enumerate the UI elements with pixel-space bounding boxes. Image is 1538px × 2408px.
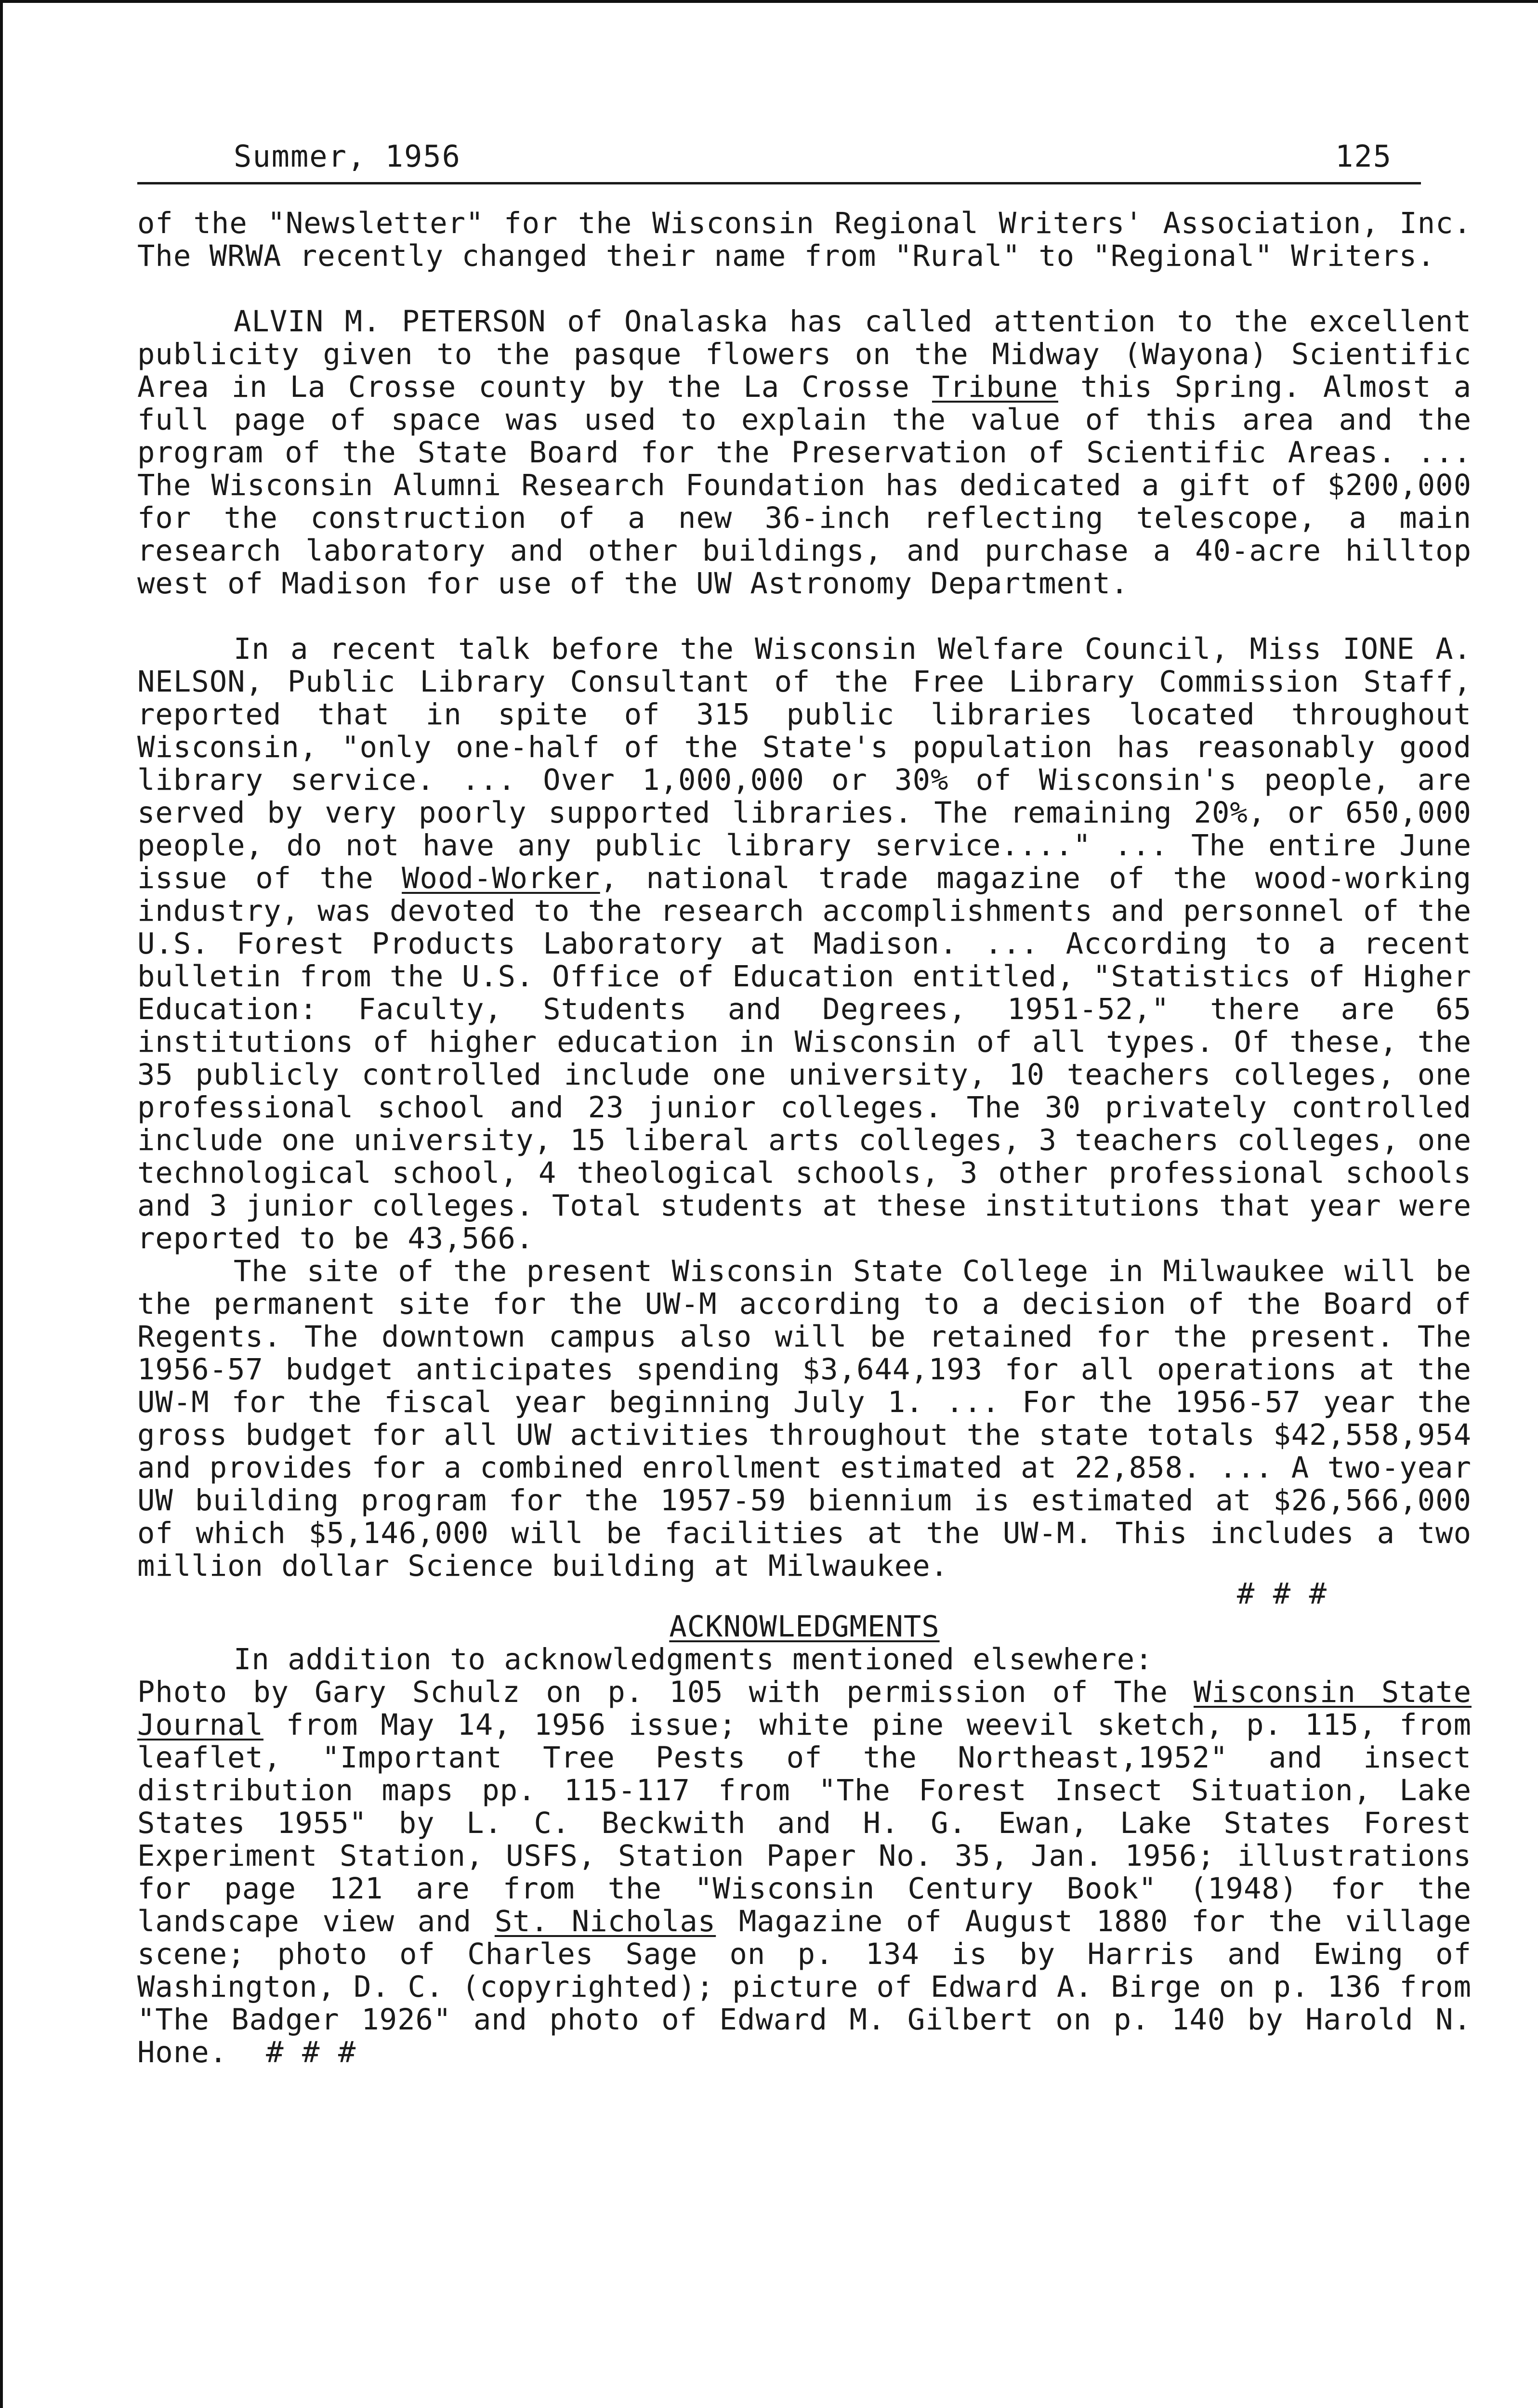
- acknowledgments-heading: [137, 1610, 1472, 1643]
- paragraph-milwaukee: The site of the present Wisconsin State College in Milwaukee will be the permanent site for the UW-M according to a decision of the Board of Regents. The downtown campus also will be retained for the present. The 1956-57 budget anticipates spending $3,644,193 for all operations at the UW-M for the fiscal year beginning July 1. ... For the 1956-57 year the gross budget for all UW activities throughout the state totals $42,558,954 and provides for a combined enrollment estimated at 22,858. ... A two-year UW building program for the 1957-59 biennium is estimated at $26,566,000 of which $5,146,000 will be facilities at the UW-M. This includes a two million dollar Science building at Milwaukee.: [137, 1255, 1472, 1583]
- acknowledgments-text-2: from May 14, 1956 issue; white pine weevil sketch, p. 115, from leaflet, "Important Tree Pests of the Northeast,1952" and insect distribution maps pp. 115-117 from "The Forest Insect Situation, Lake States 1955" by L. C. Beckwith and H. G. Ewan, Lake States Forest Experiment Station, USFS, Station Paper No. 35, Jan. 1956; illustrations for page 121 are from the "Wisconsin Century Book" (1948) for the landscape view and: [137, 1708, 1472, 1938]
- st-nicholas-title: St. Nicholas: [494, 1905, 716, 1938]
- paragraph-nelson-text-a: In a recent talk before the Wisconsin Welfare Council, Miss IONE A. NELSON, Public Library Consultant of the Free Library Commission Staff, reported that in spite of 315 public libraries located throughout Wisconsin, "only one-half of the State's population has reasonably good library service. ... Over 1,000,000 or 30% of Wisconsin's people, are served by very poorly supported libraries. The remaining 20%, or 650,000 people, do not have any public library service...." ... The entire June issue of the: [137, 632, 1472, 895]
- page-number: 125: [1335, 139, 1392, 174]
- acknowledgments-text-1: Photo by Gary Schulz on p. 105 with permission of The: [137, 1675, 1194, 1709]
- page-edge-top: [0, 0, 1538, 3]
- paragraph-peterson-text-a: ALVIN M. PETERSON of Onalaska has called attention to the excellent publicity given to the pasque flowers on the Midway (Wayona) Scientific Area in La Crosse county by the La Crosse: [137, 305, 1472, 404]
- end-mark: # # #: [1236, 1577, 1327, 1611]
- issue-date: Summer, 1956: [234, 139, 461, 174]
- paragraph-peterson: [137, 305, 1472, 600]
- acknowledgments-intro: In addition to acknowledgments mentioned elsewhere:: [234, 1643, 1153, 1676]
- paragraph-nelson: [137, 633, 1472, 1255]
- end-mark-final: # # #: [266, 2036, 356, 2069]
- wood-worker-title: Wood-Worker: [402, 862, 600, 895]
- page-header: [137, 139, 1421, 184]
- page-body: [137, 207, 1472, 2069]
- page-edge-left: [0, 0, 3, 2408]
- paragraph-peterson-text-b: this Spring. Almost a full page of space was used to explain the value of this area and the program of the State Board for the Preservation of Scientific Areas. ... The Wisconsin Alumni Research Foundation has dedicated a gift of $200,000 for the construction of a new 36-inch reflecting telescope, a main research laboratory and other buildings, and purchase a 40-acre hilltop west of Madison for use of the UW Astronomy Department.: [137, 370, 1472, 601]
- acknowledgments-body: [137, 1676, 1472, 2069]
- paragraph-newsletter: of the "Newsletter" for the Wisconsin Regional Writers' Association, Inc. The WRWA recently changed their name from "Rural" to "Regional" Writers.: [137, 207, 1472, 273]
- acknowledgments-text-3: Magazine of August 1880 for the village scene; photo of Charles Sage on p. 134 is by Harris and Ewing of Washington, D. C. (copyrighted); picture of Edward A. Birge on p. 136 from "The Badger 1926" and photo of Edward M. Gilbert on p. 140 by Harold N. Hone.: [137, 1905, 1472, 2069]
- tribune-title: Tribune: [932, 370, 1058, 404]
- wisconsin-state-journal-title: Wisconsin State Journal: [137, 1675, 1472, 1742]
- paragraph-nelson-text-b: , national trade magazine of the wood-working industry, was devoted to the research accomplishments and personnel of the U.S. Forest Products Laboratory at Madison. ... According to a recent bulletin from the U.S. Office of Education entitled, "Statistics of Higher Education: Faculty, Students and Degrees, 1951-52," there are 65 institutions of higher education in Wisconsin of all types. Of these, the 35 publicly controlled include one university, 10 teachers colleges, one professional school and 23 junior colleges. The 30 privately controlled include one university, 15 liberal arts colleges, 3 teachers colleges, one technological school, 4 theological schools, 3 other professional schools and 3 junior colleges. Total students at these institutions that year were reported to be 43,566.: [137, 862, 1472, 1256]
- acknowledgments-heading-text: ACKNOWLEDGMENTS: [669, 1610, 940, 1644]
